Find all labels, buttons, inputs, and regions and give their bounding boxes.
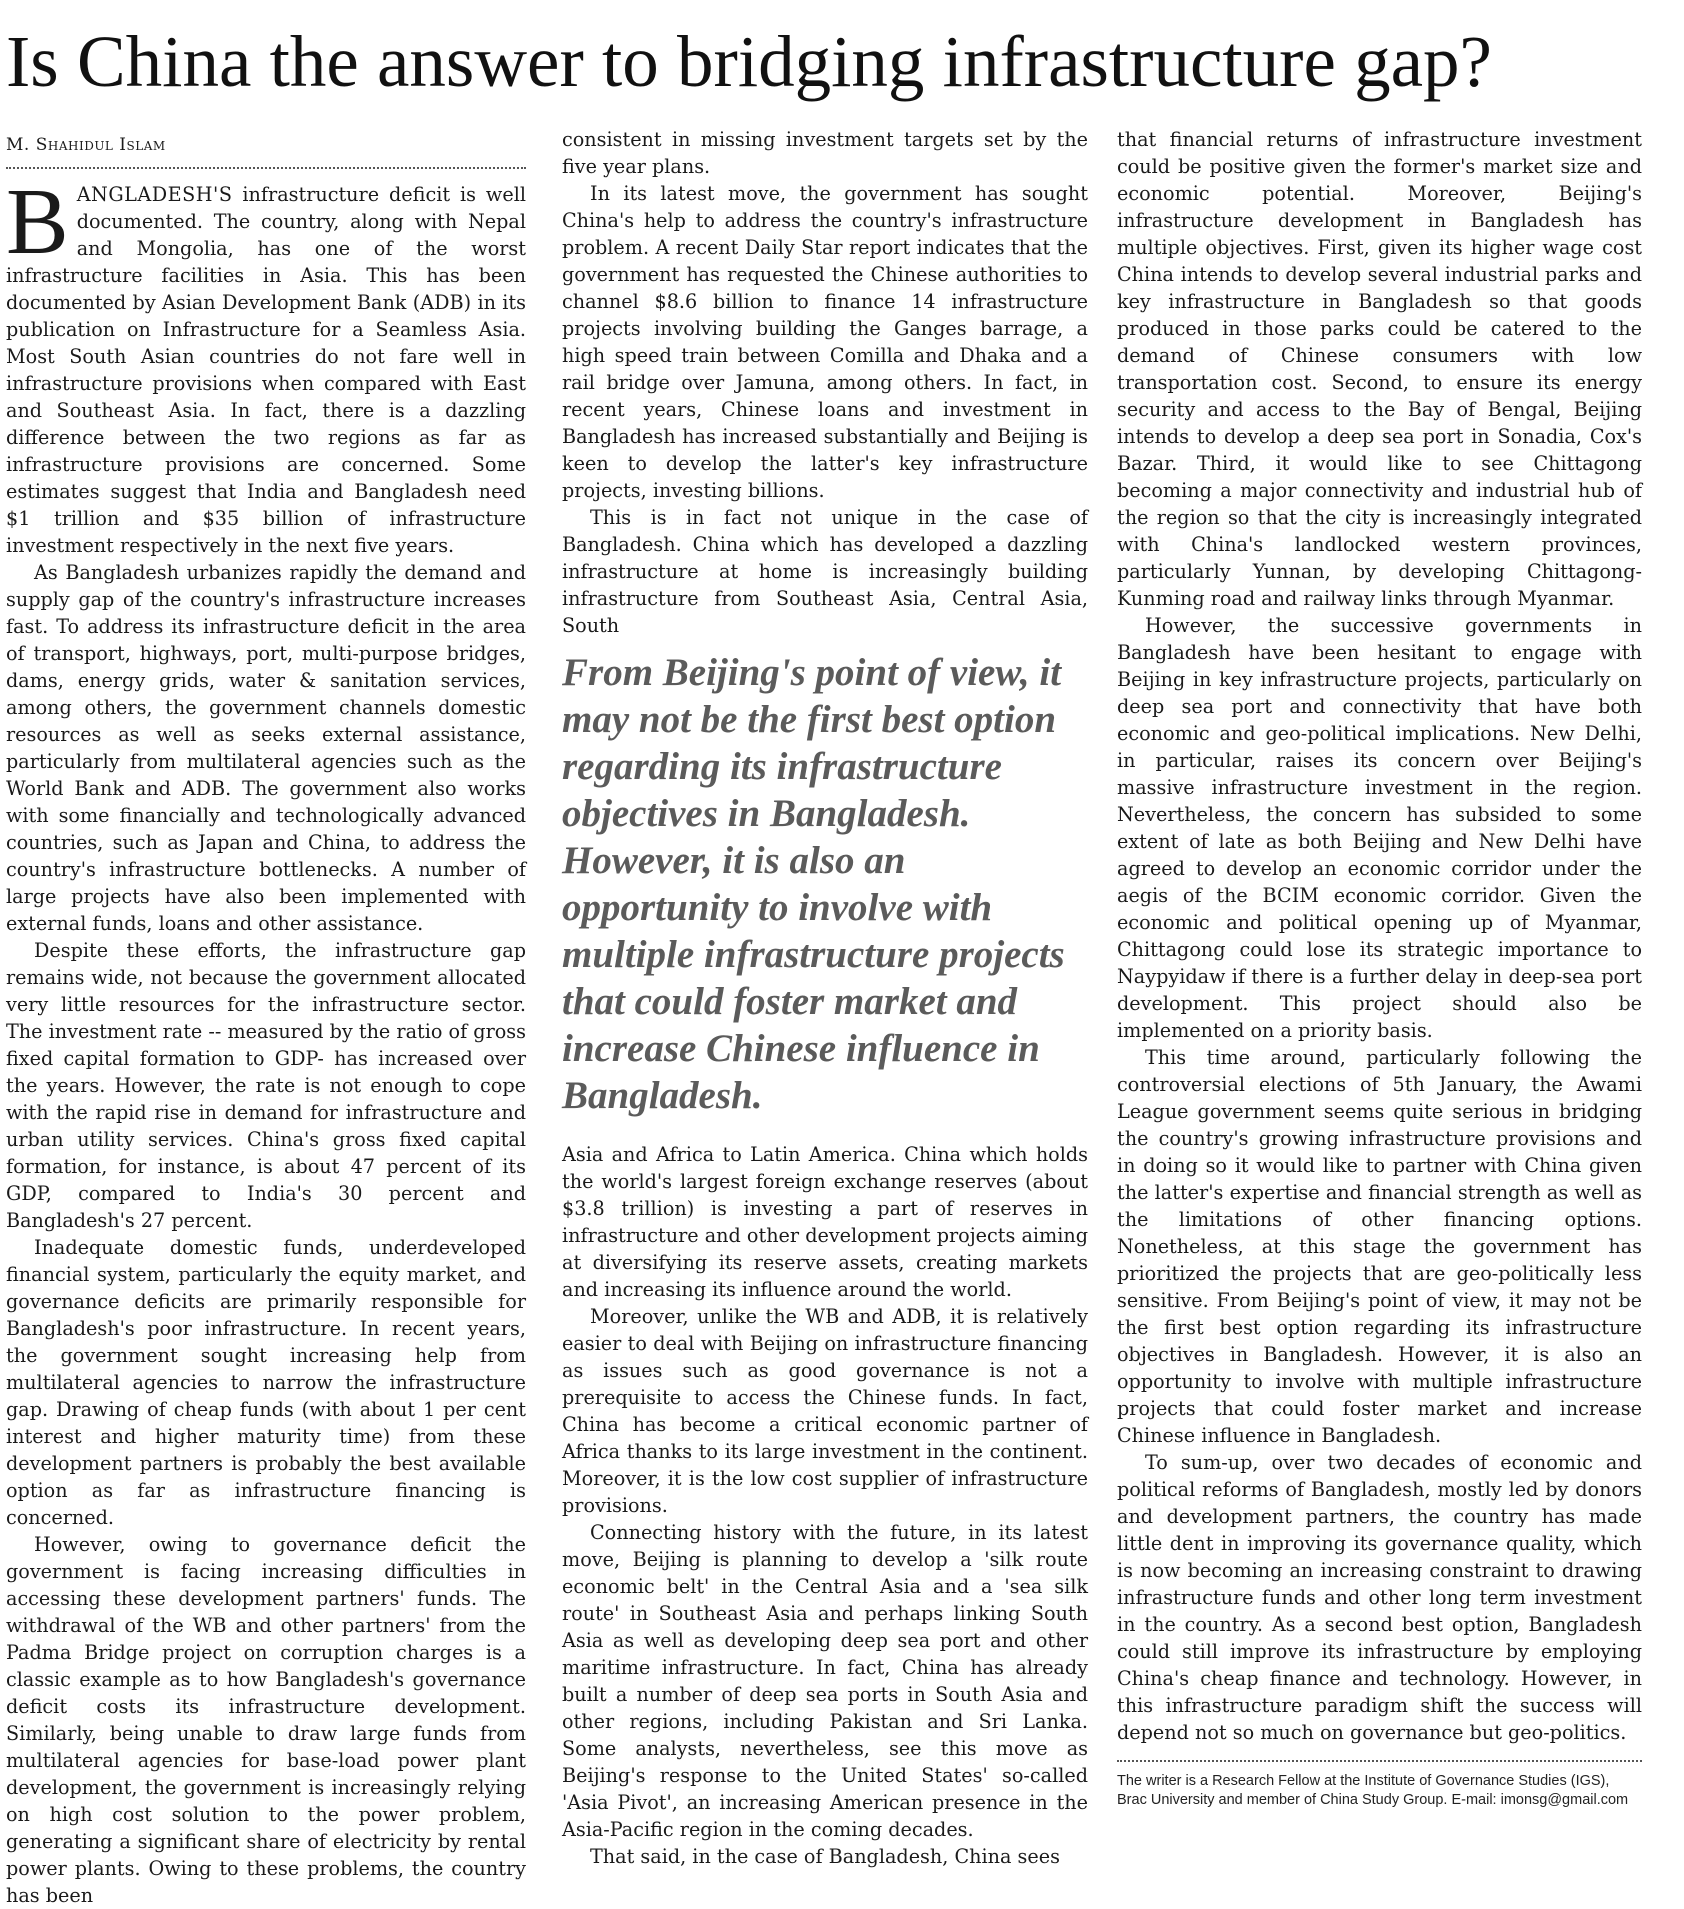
column-3 (1117, 126, 1642, 1878)
paragraph: consistent in missing investment targets set by the five year plans. (562, 128, 1088, 178)
paragraph: That said, in the case of Bangladesh, China sees (590, 1845, 1060, 1868)
author-footnote: The writer is a Research Fellow at the Institute of Governance Studies (IGS), Brac University and member of China Study Group. E-mail: imonsg@gmail.com (1117, 1760, 1642, 1810)
byline: M. Shahidul Islam (6, 132, 526, 169)
column-1 (6, 126, 526, 1907)
pull-quote: From Beijing's point of view, it may not be the first best option regarding its infrastructure objectives in Bangladesh. However, it is also an opportunity to involve with multiple infrastructure projects that could foster market and increase Chinese influence in Bangladesh. (562, 651, 1065, 1117)
paragraph: However, owing to governance deficit the government is facing increasing difficulties in accessing these development partners' funds. The withdrawal of the WB and other partners' from the Padma Bridge project on corruption charges is a classic example as to how Bangladesh's governance deficit costs its infrastructure development. Similarly, being unable to draw large funds from multilateral agencies for base-load power plant development, the government is increasingly relying on high cost solution to the power problem, generating a significant share of electricity by rental power plants. Owing to these problems, the country has been (6, 1533, 526, 1907)
paragraph: In its latest move, the government has sought China's help to address the country's infrastructure problem. A recent Daily Star report indicates that the government has requested the Chinese authorities to channel $8.6 billion to finance 14 infrastructure projects involving building the Ganges barrage, a high speed train between Comilla and Dhaka and a rail bridge over Jamuna, among others. In fact, in recent years, Chinese loans and investment in Bangladesh has increased substantially and Beijing is keen to develop the latter's key infrastructure projects, investing billions. (562, 182, 1088, 502)
paragraph: To sum-up, over two decades of economic and political reforms of Bangladesh, mostly led by donors and development partners, the country has made little dent in improving its governance quality, which is now becoming an increasing constraint to drawing infrastructure funds and other long term investment in the country. As a second best option, Bangladesh could still improve its infrastructure by employing China's cheap finance and technology. However, in this infrastructure paradigm shift the success will depend not so much on governance but geo-politics. (1117, 1451, 1642, 1744)
headline: Is China the answer to bridging infrastructure gap? (6, 21, 1492, 102)
paragraph: Inadequate domestic funds, underdeveloped financial system, particularly the equity market, and governance deficits are primarily responsible for Bangladesh's poor infrastructure. In recent years, the government sought increasing help from multilateral agencies to narrow the infrastructure gap. Drawing of cheap funds (with about 1 per cent interest and higher maturity time) from these development partners is probably the best available option as far as infrastructure financing is concerned. (6, 1236, 526, 1529)
column-2 (562, 126, 1088, 1878)
paragraph: This is in fact not unique in the case of Bangladesh. China which has developed a dazzling infrastructure at home is increasingly building infrastructure from Southeast Asia, Central Asia, South (562, 506, 1088, 637)
lead-caps: ANGLADESH'S (76, 183, 233, 206)
paragraph: However, the successive governments in Bangladesh have been hesitant to engage with Beijing in key infrastructure projects, particularly on deep sea port and connectivity that have both economic and geo-political implications. New Delhi, in particular, raises its concern over Beijing's massive infrastructure investment in the region. Nevertheless, the concern has subsided to some extent of late as both Beijing and New Delhi have agreed to develop an economic corridor under the aegis of the BCIM economic corridor. Given the economic and political opening up of Myanmar, Chittagong could lose its strategic importance to Naypyidaw if there is a further delay in deep-sea port development. This project should also be implemented on a priority basis. (1117, 614, 1642, 1042)
paragraph: As Bangladesh urbanizes rapidly the demand and supply gap of the country's infrastructure increases fast. To address its infrastructure deficit in the area of transport, highways, port, multi-purpose bridges, dams, energy grids, water & sanitation services, among others, the government channels domestic resources as well as seeks external assistance, particularly from multilateral agencies such as the World Bank and ADB. The government also works with some financially and technologically advanced countries, such as Japan and China, to address the country's infrastructure bottlenecks. A number of large projects have also been implemented with external funds, loans and other assistance. (6, 561, 526, 935)
paragraph: Moreover, unlike the WB and ADB, it is relatively easier to deal with Beijing on infrastructure financing as issues such as good governance is not a prerequisite to access the Chinese funds. In fact, China has become a critical economic partner of Africa thanks to its large investment in the continent. Moreover, it is the low cost supplier of infrastructure provisions. (562, 1305, 1088, 1517)
lead-text: infrastructure deficit is well documented. The country, along with Nepal and Mongolia, has one of the worst infrastructure facilities in Asia. This has been documented by Asian Development Bank (ADB) in its publication on Infrastructure for a Seamless Asia. Most South Asian countries do not fare well in infrastructure provisions when compared with East and Southeast Asia. In fact, there is a dazzling difference between the two regions as far as infrastructure provisions are concerned. Some estimates suggest that India and Bangladesh need $1 trillion and $35 billion of infrastructure investment respectively in the next five years. (6, 183, 526, 557)
paragraph: Despite these efforts, the infrastructure gap remains wide, not because the government allocated very little resources for the infrastructure sector. The investment rate -- measured by the ratio of gross fixed capital formation to GDP- has increased over the years. However, the rate is not enough to cope with the rapid rise in demand for infrastructure and urban utility services. China's gross fixed capital formation, for instance, is about 47 percent of its GDP, compared to India's 30 percent and Bangladesh's 27 percent. (6, 939, 526, 1232)
paragraph: Connecting history with the future, in its latest move, Beijing is planning to develop a 'silk route economic belt' in the Central Asia and a 'sea silk route' in Southeast Asia and perhaps linking South Asia as well as developing deep sea port and other maritime infrastructure. In fact, China has already built a number of deep sea ports in South Asia and other regions, including Pakistan and Sri Lanka. Some analysts, nevertheless, see this move as Beijing's response to the United States' so-called 'Asia Pivot', an increasing American presence in the Asia-Pacific region in the coming decades. (562, 1521, 1088, 1841)
paragraph: Asia and Africa to Latin America. China which holds the world's largest foreign exchange reserves (about $3.8 trillion) is investing a part of reserves in infrastructure and other development projects aiming at diversifying its reserve assets, creating markets and increasing its influence around the world. (562, 1143, 1088, 1301)
paragraph: This time around, particularly following the controversial elections of 5th January, the Awami League government seems quite serious in bridging the country's growing infrastructure provisions and in doing so it would like to partner with China given the latter's expertise and financial strength as well as the limitations of other financing options. Nonetheless, at this stage the government has prioritized the projects that are geo-politically less sensitive. From Beijing's point of view, it may not be the first best option regarding its infrastructure objectives in Bangladesh. However, it is also an opportunity to involve with multiple infrastructure projects that could foster market and increase Chinese influence in Bangladesh. (1117, 1046, 1642, 1447)
lead-paragraph (6, 170, 526, 559)
drop-cap: B (6, 170, 69, 274)
paragraph: that financial returns of infrastructure investment could be positive given the former's market size and economic potential. Moreover, Beijing's infrastructure development in Bangladesh has multiple objectives. First, given its higher wage cost China intends to develop several industrial parks and key infrastructure in Bangladesh so that goods produced in those parks could be catered to the demand of Chinese consumers with low transportation cost. Second, to ensure its energy security and access to the Bay of Bengal, Beijing intends to develop a deep sea port in Sonadia, Cox's Bazar. Third, it would like to see Chittagong becoming a major connectivity and industrial hub of the region so that the city is increasingly integrated with China's landlocked western provinces, particularly Yunnan, by developing Chittagong-Kunming road and railway links through Myanmar. (1117, 128, 1642, 610)
